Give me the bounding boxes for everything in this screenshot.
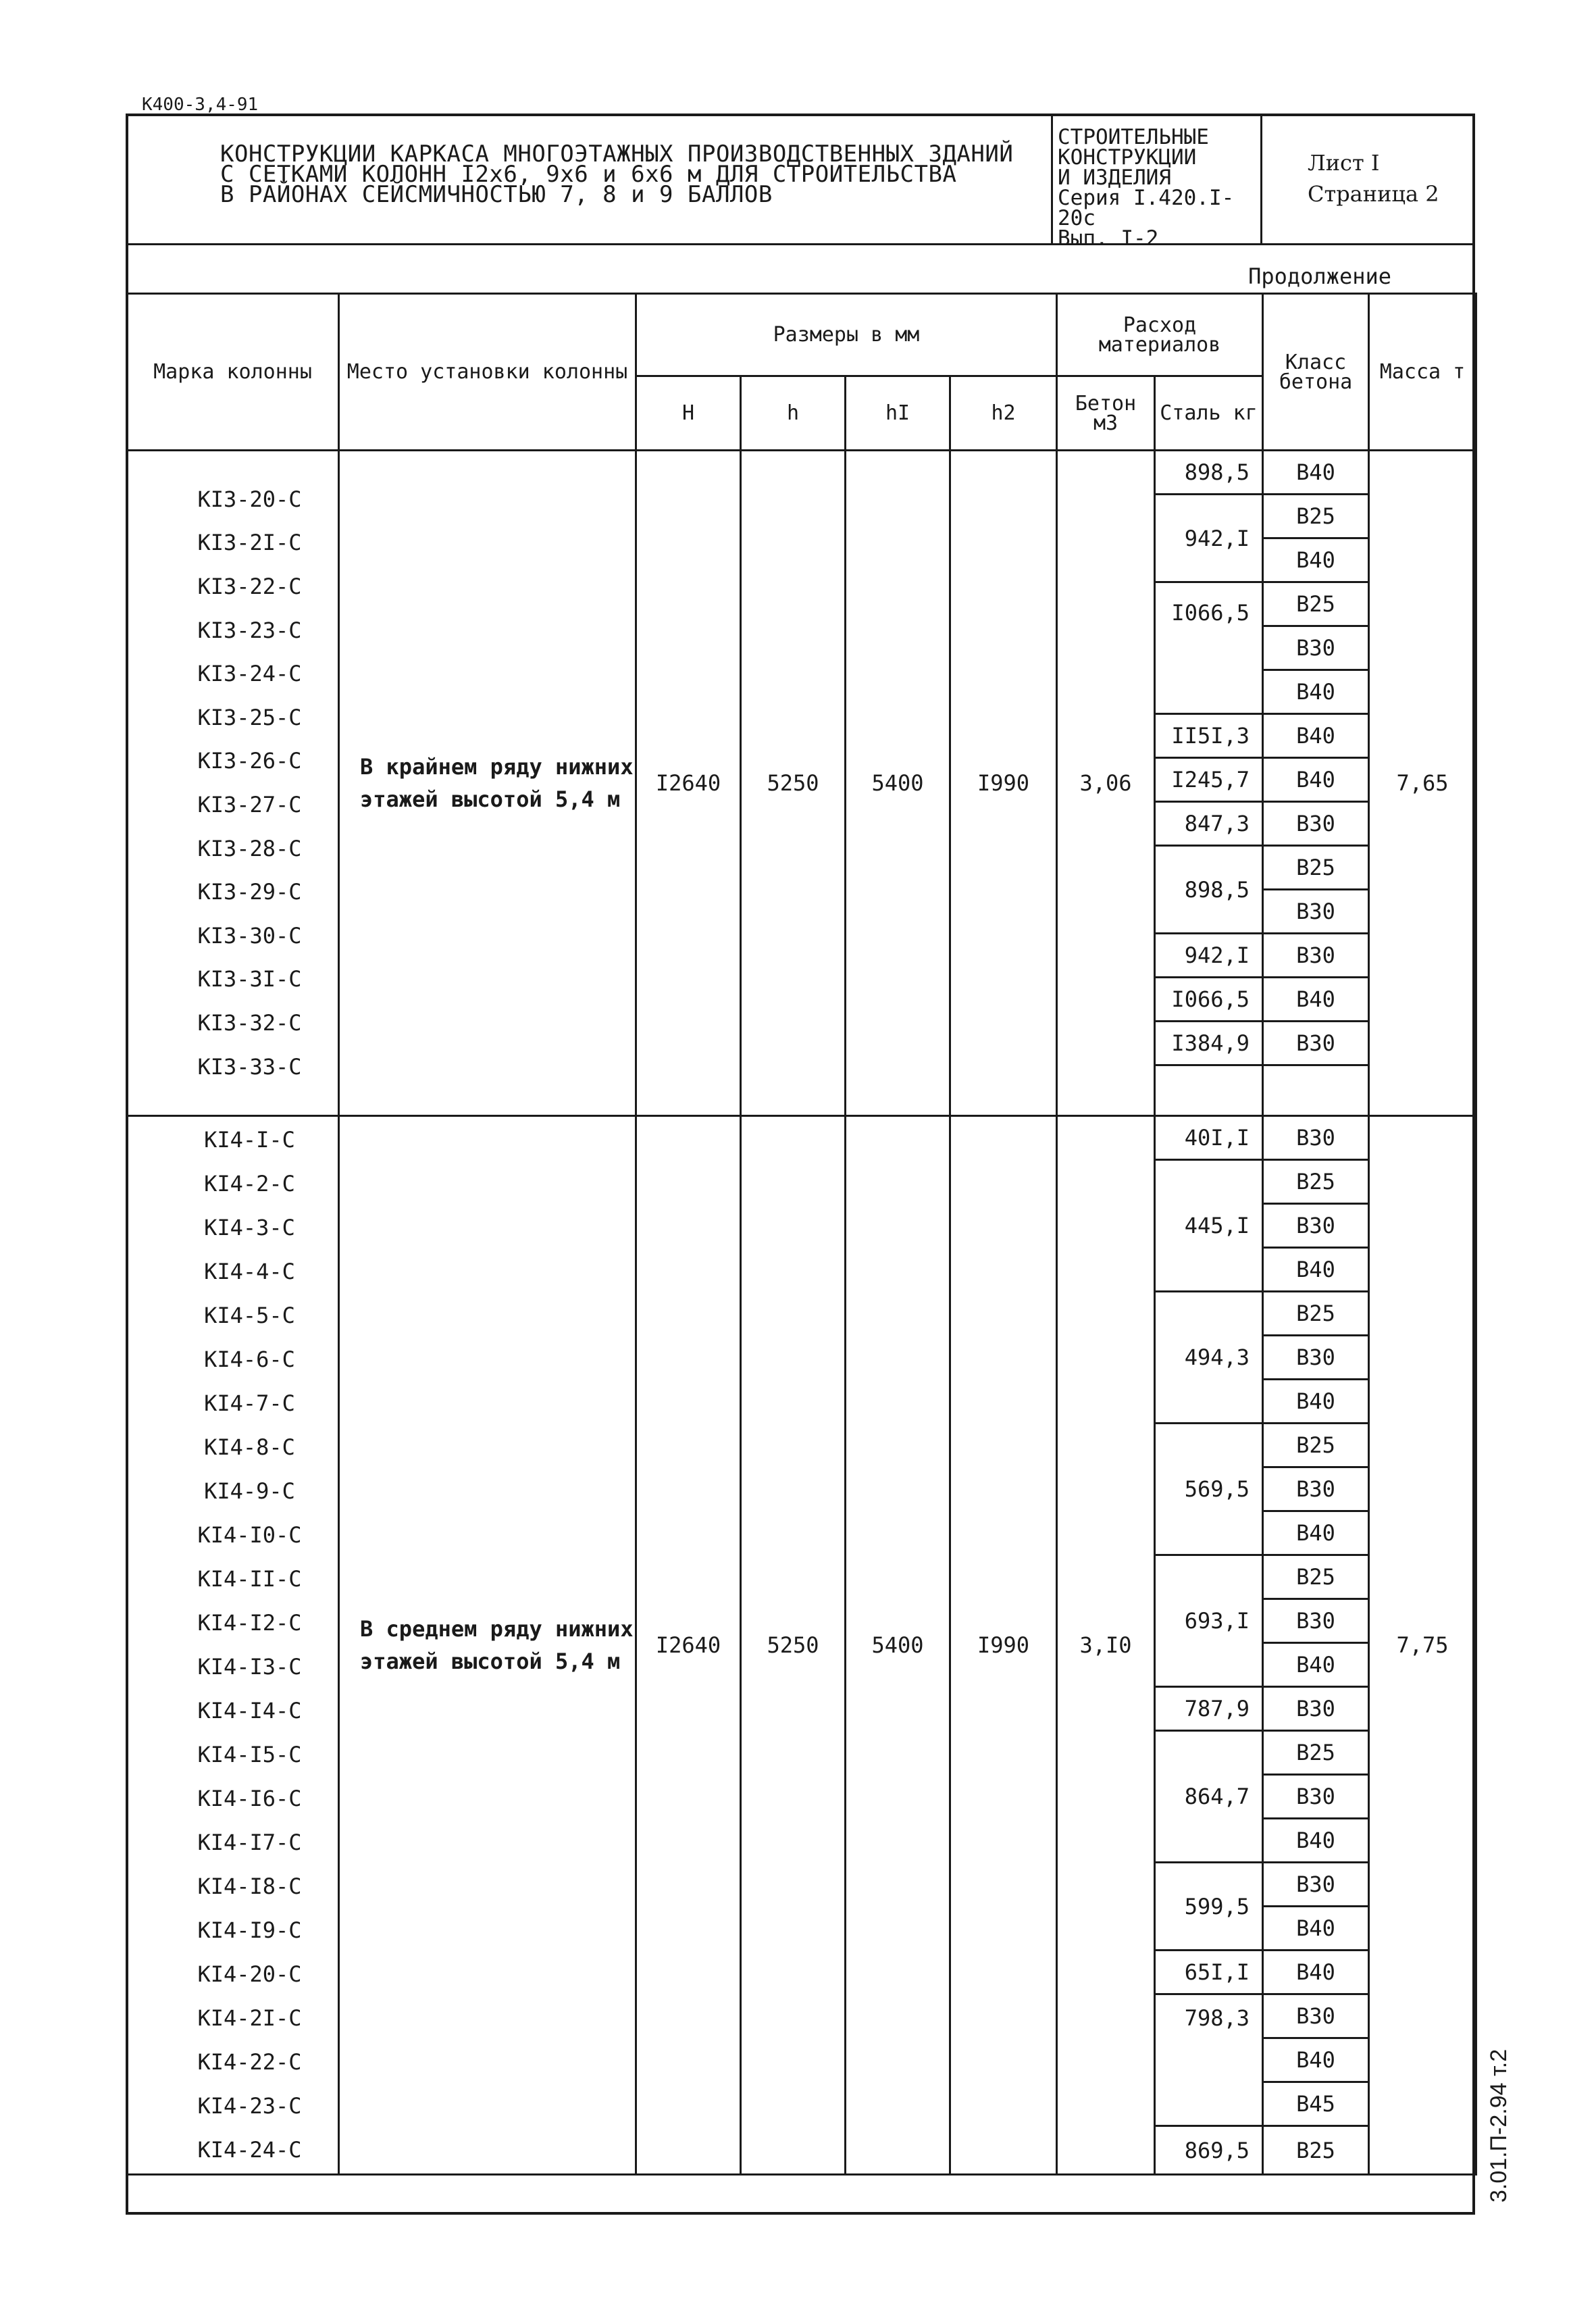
column-mark: КI4-5-С [204, 1303, 295, 1328]
concrete-class: В30 [1263, 1336, 1369, 1380]
group2-marks [127, 1116, 339, 2175]
group2-concrete: 3,I0 [1057, 1116, 1155, 2175]
sheet-info [1308, 147, 1470, 209]
empty-cell [1263, 1065, 1369, 1116]
concrete-class: В45 [1263, 2082, 1369, 2126]
column-mark: КI4-22-С [197, 2049, 302, 2075]
series-line: КОНСТРУКЦИИ [1058, 145, 1197, 170]
concrete-class: В25 [1263, 1160, 1369, 1204]
series-divider [1260, 114, 1262, 245]
group1-h1: 5400 [846, 451, 950, 1116]
column-mark: КI4-24-С [197, 2137, 302, 2163]
column-mark: КI4-I9-С [197, 1917, 302, 1943]
header-sizes: Размеры в мм [636, 294, 1057, 376]
title-line: С СЕТКАМИ КОЛОНН I2х6, 9х6 и 6х6 м ДЛЯ СТРОИТЕЛЬСТВА [220, 161, 957, 188]
concrete-class: В25 [1263, 1424, 1369, 1467]
steel-value: 599,5 [1155, 1863, 1263, 1951]
group2-h: 5250 [741, 1116, 846, 2175]
column-mark: КI4-I-С [204, 1127, 295, 1153]
header-mass: Масса т [1369, 294, 1476, 451]
column-mark: КI4-2-С [204, 1171, 295, 1197]
column-mark: КI3-25-С [197, 704, 302, 730]
side-code: 3.01.П-2.94 т.2 [1486, 2048, 1512, 2203]
column-mark: КI4-I4-С [197, 1698, 302, 1724]
header-steel: Сталь кг [1155, 376, 1263, 451]
header-h: h [741, 376, 846, 451]
concrete-class: В30 [1263, 1022, 1369, 1065]
concrete-class: В25 [1263, 495, 1369, 538]
column-mark: КI4-6-С [204, 1347, 295, 1372]
header-concrete: Бетон м3 [1057, 376, 1155, 451]
concrete-class: В25 [1263, 1555, 1369, 1599]
steel-value: 787,9 [1155, 1687, 1263, 1731]
concrete-class: В40 [1263, 1643, 1369, 1687]
header-mark: Марка колонны [127, 294, 339, 451]
column-mark: КI3-3I-С [197, 966, 302, 992]
concrete-class: В30 [1263, 1204, 1369, 1248]
steel-value: 569,5 [1155, 1424, 1263, 1555]
header-place: Место установки колонны [339, 294, 636, 451]
column-mark: КI4-I2-С [197, 1610, 302, 1636]
steel-value: II5I,3 [1155, 714, 1263, 758]
column-mark: КI4-I6-С [197, 1786, 302, 1811]
column-mark: КI4-8-С [204, 1434, 295, 1460]
group2-mass: 7,75 [1369, 1116, 1476, 2175]
concrete-class: В40 [1263, 670, 1369, 714]
concrete-class: В25 [1263, 1731, 1369, 1775]
title-divider [1051, 114, 1053, 245]
concrete-class: В30 [1263, 1994, 1369, 2038]
empty-cell [1155, 1065, 1263, 1116]
page-number: Страница 2 [1308, 181, 1439, 207]
title-line: В РАЙОНАХ СЕЙСМИЧНОСТЬЮ 7, 8 и 9 БАЛЛОВ [220, 181, 773, 208]
document-code: К400-3,4-91 [142, 95, 259, 115]
column-mark: КI4-II-С [197, 1566, 302, 1592]
concrete-class: В40 [1263, 451, 1369, 495]
steel-value: 798,3 [1155, 1994, 1263, 2126]
concrete-class: В25 [1263, 846, 1369, 890]
column-mark: КI3-28-С [197, 835, 302, 861]
concrete-class: В25 [1263, 582, 1369, 626]
column-mark: КI4-20-С [197, 1961, 302, 1987]
steel-value: 942,I [1155, 934, 1263, 978]
concrete-class: В40 [1263, 714, 1369, 758]
concrete-class: В40 [1263, 1951, 1369, 1994]
steel-value: 40I,I [1155, 1116, 1263, 1160]
header-h1: hI [846, 376, 950, 451]
group1-place: В крайнем ряду нижних этажей высотой 5,4 м [339, 451, 636, 1116]
column-mark: КI3-30-С [197, 922, 302, 949]
concrete-class: В30 [1263, 626, 1369, 670]
group1-h2: I990 [950, 451, 1057, 1116]
continued-label: Продолжение [1248, 263, 1391, 289]
concrete-class: В30 [1263, 1467, 1369, 1511]
concrete-class: В40 [1263, 1511, 1369, 1555]
title-block [126, 114, 1475, 251]
group2-h1: 5400 [846, 1116, 950, 2175]
document-title [220, 141, 1152, 208]
series-line: Серия I.420.I-20с [1058, 186, 1235, 230]
column-mark: КI3-27-С [197, 792, 302, 818]
steel-value: 864,7 [1155, 1731, 1263, 1863]
steel-value: I245,7 [1155, 758, 1263, 802]
group2-H: I2640 [636, 1116, 741, 2175]
concrete-class: В30 [1263, 1116, 1369, 1160]
group1-marks [127, 451, 339, 1116]
concrete-class: В30 [1263, 1863, 1369, 1907]
sheet-number: Лист I [1308, 150, 1380, 176]
column-mark: КI4-I3-С [197, 1654, 302, 1680]
concrete-class: В30 [1263, 1599, 1369, 1643]
group2-h2: I990 [950, 1116, 1057, 2175]
concrete-class: В40 [1263, 2038, 1369, 2082]
column-mark: КI3-23-С [197, 617, 302, 643]
steel-value: 869,5 [1155, 2126, 1263, 2175]
column-mark: КI3-33-С [197, 1053, 302, 1080]
column-mark: КI3-20-С [197, 486, 302, 512]
column-mark: КI3-32-С [197, 1009, 302, 1036]
steel-value: 445,I [1155, 1160, 1263, 1292]
column-mark: КI3-29-С [197, 879, 302, 905]
steel-value: 494,3 [1155, 1292, 1263, 1424]
column-mark: КI3-24-С [197, 661, 302, 687]
concrete-class: В40 [1263, 1380, 1369, 1424]
column-mark: КI4-I0-С [197, 1522, 302, 1548]
column-mark: КI4-3-С [204, 1215, 295, 1240]
series-line: И ИЗДЕЛИЯ [1058, 166, 1171, 190]
series-line: Вып. I-2 [1058, 226, 1159, 251]
concrete-class: В40 [1263, 1819, 1369, 1863]
steel-value: 847,3 [1155, 802, 1263, 846]
header-concrete-class: Класс бетона [1263, 294, 1369, 451]
concrete-class: В30 [1263, 1775, 1369, 1819]
series-info [1058, 127, 1254, 249]
group1-mass: 7,65 [1369, 451, 1476, 1116]
group2-place: В среднем ряду нижних этажей высотой 5,4 м [339, 1116, 636, 2175]
concrete-class: В30 [1263, 934, 1369, 978]
title-line: КОНСТРУКЦИИ КАРКАСА МНОГОЭТАЖНЫХ ПРОИЗВОДСТВЕННЫХ ЗДАНИЙ [220, 141, 1014, 168]
column-mark: КI3-22-С [197, 574, 302, 600]
concrete-class: В25 [1263, 1292, 1369, 1336]
concrete-class: В40 [1263, 1248, 1369, 1292]
column-mark: КI4-I5-С [197, 1742, 302, 1767]
column-mark: КI3-26-С [197, 748, 302, 774]
concrete-class: В30 [1263, 1687, 1369, 1731]
steel-value: I066,5 [1155, 582, 1263, 714]
group1-H: I2640 [636, 451, 741, 1116]
header-H: H [636, 376, 741, 451]
header-h2: h2 [950, 376, 1057, 451]
column-mark: КI4-I8-С [197, 1873, 302, 1899]
column-mark: КI4-9-С [204, 1478, 295, 1504]
concrete-class: В30 [1263, 890, 1369, 934]
steel-value: 898,5 [1155, 451, 1263, 495]
concrete-class: В40 [1263, 978, 1369, 1022]
steel-value: 693,I [1155, 1555, 1263, 1687]
steel-value: 65I,I [1155, 1951, 1263, 1994]
concrete-class: В40 [1263, 538, 1369, 582]
series-line: СТРОИТЕЛЬНЫЕ [1058, 125, 1209, 149]
column-mark: КI3-2I-С [197, 530, 302, 556]
column-mark: КI4-23-С [197, 2093, 302, 2119]
concrete-class: В25 [1263, 2126, 1369, 2175]
steel-value: I384,9 [1155, 1022, 1263, 1065]
steel-value: 898,5 [1155, 846, 1263, 934]
concrete-class: В40 [1263, 758, 1369, 802]
steel-value: 942,I [1155, 495, 1263, 582]
steel-value: I066,5 [1155, 978, 1263, 1022]
concrete-class: В30 [1263, 802, 1369, 846]
concrete-class: В40 [1263, 1907, 1369, 1951]
header-materials: Расход материалов [1057, 294, 1263, 376]
group1-h: 5250 [741, 451, 846, 1116]
columns-table [126, 293, 1477, 2175]
column-mark: КI4-7-С [204, 1390, 295, 1416]
group1-concrete: 3,06 [1057, 451, 1155, 1116]
column-mark: КI4-I7-С [197, 1830, 302, 1855]
column-mark: КI4-4-С [204, 1259, 295, 1284]
column-mark: КI4-2I-С [197, 2005, 302, 2031]
